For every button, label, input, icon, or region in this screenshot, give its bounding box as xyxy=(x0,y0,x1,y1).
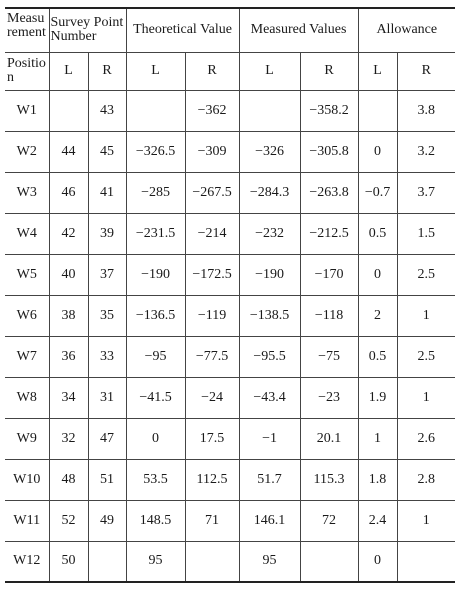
survey-table xyxy=(5,7,455,583)
cell-survey-r: 37 xyxy=(88,254,126,295)
cell-theoretical-r: −24 xyxy=(185,377,239,418)
cell-theoretical-l: −285 xyxy=(126,172,185,213)
cell-allowance-r: 3.2 xyxy=(397,131,455,172)
table-row xyxy=(5,131,455,172)
cell-survey-l: 42 xyxy=(49,213,88,254)
cell-survey-r: 31 xyxy=(88,377,126,418)
cell-position: W12 xyxy=(5,541,49,582)
cell-survey-l: 32 xyxy=(49,418,88,459)
cell-theoretical-l: −136.5 xyxy=(126,295,185,336)
cell-survey-r: 33 xyxy=(88,336,126,377)
cell-measured-l: 146.1 xyxy=(239,500,300,541)
cell-allowance-l: 0.5 xyxy=(358,213,397,254)
cell-position: W8 xyxy=(5,377,49,418)
cell-theoretical-r: −214 xyxy=(185,213,239,254)
cell-allowance-r: 1.5 xyxy=(397,213,455,254)
cell-theoretical-r: −309 xyxy=(185,131,239,172)
cell-measured-l: −1 xyxy=(239,418,300,459)
cell-position: W9 xyxy=(5,418,49,459)
cell-survey-r: 39 xyxy=(88,213,126,254)
cell-measured-l: −138.5 xyxy=(239,295,300,336)
cell-measured-r: −23 xyxy=(300,377,358,418)
cell-theoretical-l: −326.5 xyxy=(126,131,185,172)
table-row xyxy=(5,418,455,459)
cell-measured-l: −43.4 xyxy=(239,377,300,418)
cell-allowance-l: −0.7 xyxy=(358,172,397,213)
cell-survey-r xyxy=(88,541,126,582)
cell-theoretical-r: −267.5 xyxy=(185,172,239,213)
cell-measured-r: 20.1 xyxy=(300,418,358,459)
cell-theoretical-l xyxy=(126,90,185,131)
cell-measured-l: −190 xyxy=(239,254,300,295)
header-row-top xyxy=(5,8,455,52)
cell-allowance-r: 2.5 xyxy=(397,254,455,295)
cell-theoretical-r: −77.5 xyxy=(185,336,239,377)
cell-allowance-r: 2.5 xyxy=(397,336,455,377)
cell-measured-l: −95.5 xyxy=(239,336,300,377)
cell-allowance-r: 3.8 xyxy=(397,90,455,131)
cell-survey-l: 48 xyxy=(49,459,88,500)
cell-measured-r: 115.3 xyxy=(300,459,358,500)
cell-allowance-l: 0 xyxy=(358,131,397,172)
cell-allowance-l: 0.5 xyxy=(358,336,397,377)
cell-allowance-l: 1.8 xyxy=(358,459,397,500)
cell-measured-l: 95 xyxy=(239,541,300,582)
cell-survey-l xyxy=(49,90,88,131)
cell-theoretical-l: −231.5 xyxy=(126,213,185,254)
table-row xyxy=(5,377,455,418)
table-body xyxy=(5,90,455,582)
cell-measured-l: −284.3 xyxy=(239,172,300,213)
cell-theoretical-r: 71 xyxy=(185,500,239,541)
header-row-bottom xyxy=(5,52,455,90)
cell-theoretical-l: 148.5 xyxy=(126,500,185,541)
cell-survey-r: 49 xyxy=(88,500,126,541)
cell-measured-r: −170 xyxy=(300,254,358,295)
cell-theoretical-r xyxy=(185,541,239,582)
cell-position: W7 xyxy=(5,336,49,377)
header-allowance: Allowance xyxy=(358,8,455,52)
cell-survey-l: 46 xyxy=(49,172,88,213)
cell-survey-r: 51 xyxy=(88,459,126,500)
header-theoretical: Theoretical Value xyxy=(126,8,239,52)
table-row xyxy=(5,541,455,582)
table-row xyxy=(5,172,455,213)
cell-survey-r: 35 xyxy=(88,295,126,336)
cell-measured-r: −358.2 xyxy=(300,90,358,131)
cell-measured-l xyxy=(239,90,300,131)
cell-allowance-r: 1 xyxy=(397,377,455,418)
cell-theoretical-l: −190 xyxy=(126,254,185,295)
table-row xyxy=(5,336,455,377)
cell-theoretical-l: 53.5 xyxy=(126,459,185,500)
table-row xyxy=(5,500,455,541)
cell-theoretical-l: 95 xyxy=(126,541,185,582)
cell-measured-r xyxy=(300,541,358,582)
cell-theoretical-l: −95 xyxy=(126,336,185,377)
cell-measured-l: 51.7 xyxy=(239,459,300,500)
cell-theoretical-r: 112.5 xyxy=(185,459,239,500)
cell-position: W1 xyxy=(5,90,49,131)
header-allowance-r: R xyxy=(397,52,455,90)
cell-survey-l: 38 xyxy=(49,295,88,336)
cell-measured-r: 72 xyxy=(300,500,358,541)
cell-survey-r: 47 xyxy=(88,418,126,459)
cell-survey-l: 36 xyxy=(49,336,88,377)
table-row xyxy=(5,254,455,295)
cell-survey-r: 43 xyxy=(88,90,126,131)
header-position-top: Measu rement xyxy=(5,8,49,52)
cell-survey-l: 50 xyxy=(49,541,88,582)
cell-allowance-l: 1.9 xyxy=(358,377,397,418)
cell-measured-r: −305.8 xyxy=(300,131,358,172)
header-measured-r: R xyxy=(300,52,358,90)
table-row xyxy=(5,295,455,336)
cell-allowance-l xyxy=(358,90,397,131)
cell-allowance-l: 1 xyxy=(358,418,397,459)
cell-allowance-l: 0 xyxy=(358,254,397,295)
cell-position: W5 xyxy=(5,254,49,295)
cell-allowance-r xyxy=(397,541,455,582)
cell-measured-l: −232 xyxy=(239,213,300,254)
cell-allowance-r: 2.8 xyxy=(397,459,455,500)
cell-allowance-r: 1 xyxy=(397,295,455,336)
cell-measured-r: −212.5 xyxy=(300,213,358,254)
cell-theoretical-r: 17.5 xyxy=(185,418,239,459)
table-row xyxy=(5,459,455,500)
cell-survey-l: 40 xyxy=(49,254,88,295)
header-position-bottom: Positio n xyxy=(5,52,49,90)
header-measured: Measured Values xyxy=(239,8,358,52)
cell-allowance-l: 2.4 xyxy=(358,500,397,541)
cell-measured-l: −326 xyxy=(239,131,300,172)
cell-allowance-r: 1 xyxy=(397,500,455,541)
header-survey-point: Survey Point Number xyxy=(49,8,126,52)
cell-theoretical-l: 0 xyxy=(126,418,185,459)
cell-theoretical-r: −119 xyxy=(185,295,239,336)
cell-position: W3 xyxy=(5,172,49,213)
cell-theoretical-r: −362 xyxy=(185,90,239,131)
header-allowance-l: L xyxy=(358,52,397,90)
header-theoretical-r: R xyxy=(185,52,239,90)
cell-survey-l: 44 xyxy=(49,131,88,172)
cell-measured-r: −75 xyxy=(300,336,358,377)
cell-survey-l: 52 xyxy=(49,500,88,541)
table-row xyxy=(5,90,455,131)
header-measured-l: L xyxy=(239,52,300,90)
cell-survey-l: 34 xyxy=(49,377,88,418)
cell-survey-r: 41 xyxy=(88,172,126,213)
header-survey-r: R xyxy=(88,52,126,90)
cell-allowance-r: 2.6 xyxy=(397,418,455,459)
cell-position: W11 xyxy=(5,500,49,541)
header-theoretical-l: L xyxy=(126,52,185,90)
table-row xyxy=(5,213,455,254)
cell-allowance-l: 2 xyxy=(358,295,397,336)
cell-survey-r: 45 xyxy=(88,131,126,172)
cell-theoretical-r: −172.5 xyxy=(185,254,239,295)
cell-allowance-r: 3.7 xyxy=(397,172,455,213)
header-survey-l: L xyxy=(49,52,88,90)
cell-position: W2 xyxy=(5,131,49,172)
cell-measured-r: −263.8 xyxy=(300,172,358,213)
cell-measured-r: −118 xyxy=(300,295,358,336)
cell-allowance-l: 0 xyxy=(358,541,397,582)
cell-position: W10 xyxy=(5,459,49,500)
cell-position: W6 xyxy=(5,295,49,336)
cell-theoretical-l: −41.5 xyxy=(126,377,185,418)
cell-position: W4 xyxy=(5,213,49,254)
